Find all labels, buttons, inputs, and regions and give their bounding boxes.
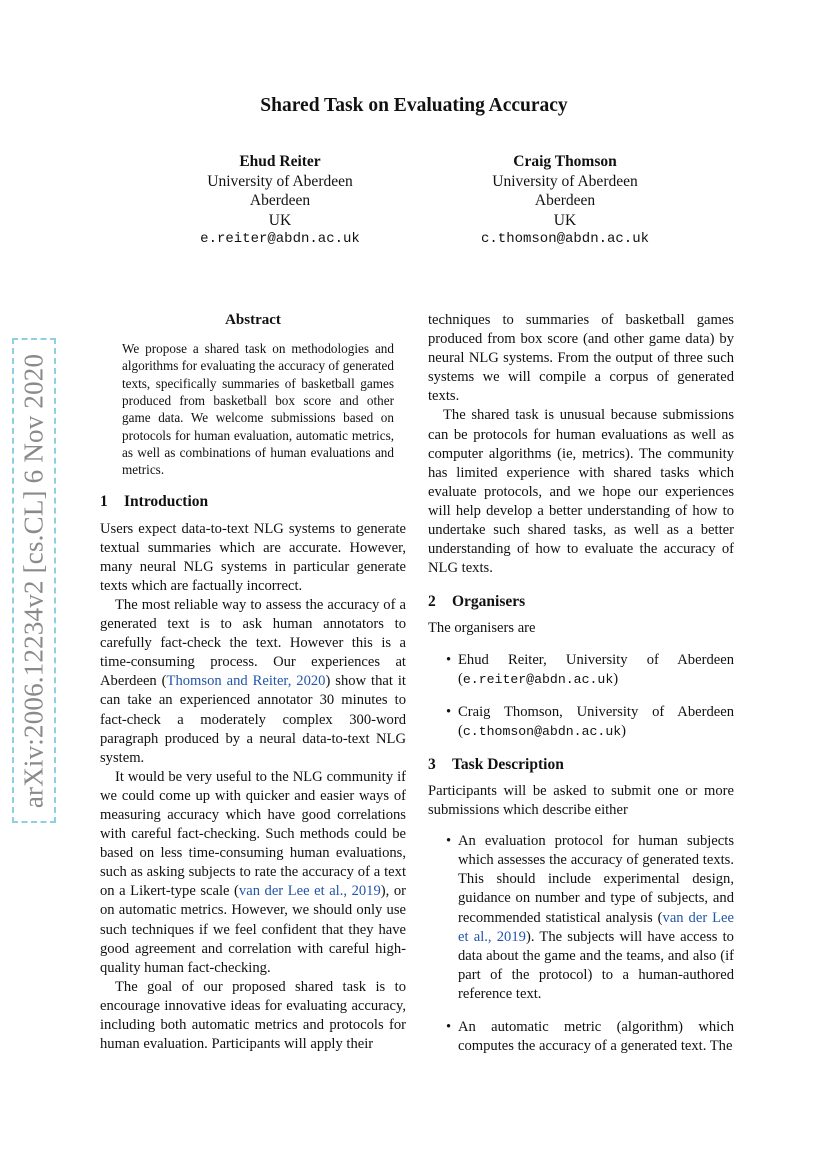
text-run: An automatic metric (algorithm) which computes the accuracy of a generated text. The [458, 1019, 734, 1055]
section-heading-organisers [428, 592, 734, 611]
paper-title: Shared Task on Evaluating Accuracy [260, 95, 568, 116]
bullet-icon: • [446, 1019, 452, 1035]
left-column [100, 311, 406, 1054]
task-intro: Participants will be asked to submit one or more submissions which describe either [428, 782, 734, 819]
text-run: ) show that it can take an experienced annotator 30 minutes to fact-check a moderately complex 300-word paragraph produced by a neural data-to-text NLG system. [100, 673, 406, 766]
section-title: Organisers [452, 593, 526, 611]
author-city: Aberdeen [249, 192, 311, 209]
section-heading-introduction [100, 492, 406, 511]
right-column [428, 311, 734, 1070]
author-block-1 [150, 152, 410, 250]
text-run: ). The subjects will have access to data about the game and the teams, and also (if part of the protocol) to a human-authored reference text. [458, 928, 734, 1002]
citation-link[interactable]: van der Lee et al., 2019 [458, 909, 734, 945]
text-run: Ehud Reiter, University of Aberdeen ( [458, 651, 734, 687]
abstract-heading: Abstract [225, 312, 281, 328]
organiser-email: e.reiter@abdn.ac.uk [462, 671, 614, 687]
author-affiliation: University of Aberdeen [207, 172, 353, 190]
text-run: The most reliable way to assess the accuracy of a generated text is to ask human annotators to carefully fact-check the text. However this is a time-consuming process. Our experiences at Aberdeen ( [100, 596, 406, 690]
author-name: Craig Thomson [513, 153, 617, 170]
section-heading-task-description [428, 755, 734, 774]
intro-paragraph-4: The goal of our proposed shared task is to encourage innovative ideas for evaluating accuracy, including both automatic metrics and protocols for human evaluation. Participants will apply their [100, 978, 406, 1053]
section-title: Task Description [452, 755, 564, 773]
section-number: 3 [428, 755, 436, 773]
author-block-2 [435, 152, 695, 250]
author-country: UK [553, 211, 577, 229]
text-run: ) [621, 722, 627, 739]
author-city: Aberdeen [534, 192, 596, 209]
list-item [428, 832, 734, 1004]
organiser-email: c.thomson@abdn.ac.uk [462, 723, 622, 739]
text-run: ) [613, 670, 619, 687]
citation-link[interactable]: Thomson and Reiter, 2020 [166, 673, 326, 690]
organisers-list [428, 651, 734, 741]
abstract-text: We propose a shared task on methodologies and algorithms for evaluating the accuracy of generated texts, specifically summaries of basketball games produced from basketball box score and other game data. We welcome submissions based on protocols for human evaluation, automatic metrics, as well as combinations of human evaluations and metrics. [122, 341, 394, 478]
list-item [428, 1018, 734, 1056]
task-list [428, 832, 734, 1056]
intro-paragraph-3 [100, 768, 406, 978]
section-number: 2 [428, 593, 436, 611]
text-run: ), or on automatic metrics. However, we should only use such techniques if we feel confident that they have good agreement and correlation with careful high-quality human fact-checking. [100, 883, 406, 976]
list-item [428, 651, 734, 689]
author-affiliation: University of Aberdeen [492, 172, 638, 190]
arxiv-id: arXiv:2006.12234v2 [cs.CL] 6 Nov 2020 [18, 353, 49, 808]
author-name: Ehud Reiter [239, 153, 321, 170]
intro-paragraph-5: The shared task is unusual because submissions can be protocols for human evaluations as well as computer algorithms (ie, metrics). The community has limited experience with shared tasks which evaluate protocols, and we hope our experiences will help develop a better understanding of how to undertake such shared tasks, as well as a better understanding of how to evaluate the accuracy of NLG texts. [428, 407, 734, 577]
text-run: Craig Thomson, University of Aberdeen ( [458, 703, 734, 739]
list-item [428, 703, 734, 741]
bullet-icon: • [446, 703, 452, 720]
section-number: 1 [100, 493, 108, 511]
citation-link[interactable]: van der Lee et al., 2019 [238, 883, 381, 900]
intro-paragraph-2 [100, 596, 406, 768]
organisers-intro: The organisers are [428, 620, 536, 637]
intro-paragraph-4-continued: techniques to summaries of basketball games produced from box score (and other game data) by neural NLG systems. From the output of three such systems we will compile a corpus of generated texts. [428, 312, 734, 405]
author-email: e.reiter@abdn.ac.uk [200, 231, 360, 247]
bullet-icon: • [446, 833, 452, 850]
arxiv-stamp [12, 338, 56, 823]
bullet-icon: • [446, 651, 452, 668]
author-country: UK [268, 211, 292, 229]
intro-paragraph-1: Users expect data-to-text NLG systems to generate textual summaries which are accurate. However, many neural NLG systems in particular generate texts which are factually incorrect. [100, 520, 406, 594]
section-title: Introduction [124, 493, 209, 511]
author-email: c.thomson@abdn.ac.uk [480, 231, 650, 247]
text-run: It would be very useful to the NLG community if we could come up with quicker and easier ways of measuring accuracy which have good correlations with careful fact-checking. Such methods could be based on less time-consuming human evaluations, such as asking subjects to rate the accuracy of a text on a Likert-type scale ( [100, 768, 406, 900]
text-run: An evaluation protocol for human subjects which assesses the accuracy of generated texts. This should include experimental design, guidance on number and type of subjects, and recommended statistical analysis ( [458, 833, 734, 926]
